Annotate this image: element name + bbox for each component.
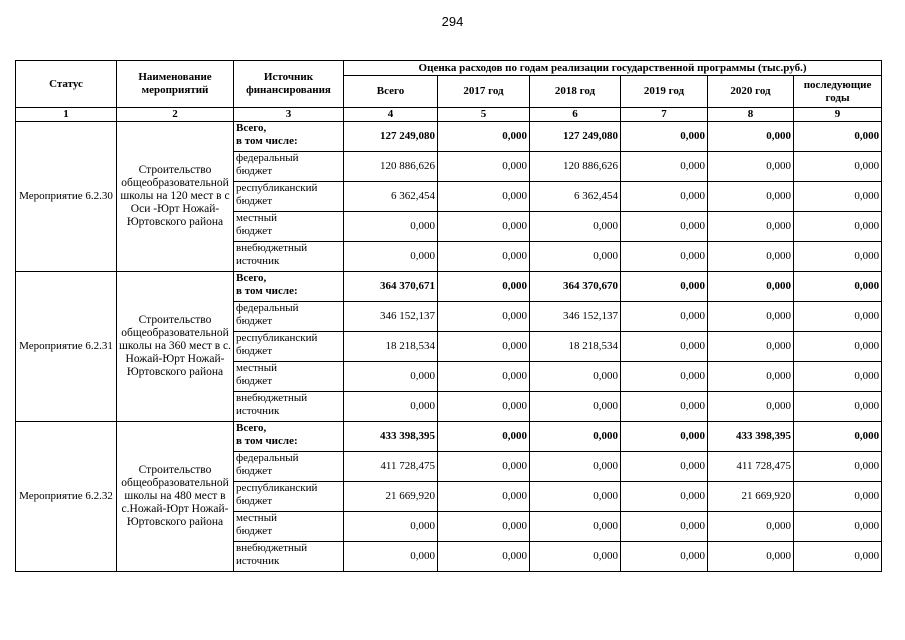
amount-cell: 364 370,670 (530, 272, 621, 302)
column-number: 2 (117, 108, 234, 122)
amount-cell: 0,000 (344, 242, 438, 272)
amount-cell: 0,000 (344, 362, 438, 392)
funding-source-cell: федеральный бюджет (234, 152, 344, 182)
column-number: 7 (621, 108, 708, 122)
column-number: 6 (530, 108, 621, 122)
amount-cell: 6 362,454 (344, 182, 438, 212)
amount-cell: 0,000 (708, 542, 794, 572)
amount-cell: 0,000 (708, 122, 794, 152)
amount-cell: 0,000 (438, 272, 530, 302)
amount-cell: 18 218,534 (344, 332, 438, 362)
funding-source-cell: федеральный бюджет (234, 302, 344, 332)
amount-cell: 0,000 (621, 452, 708, 482)
event-status-cell: Мероприятие 6.2.30 (16, 122, 117, 272)
amount-cell: 0,000 (438, 182, 530, 212)
amount-cell: 0,000 (530, 242, 621, 272)
funding-source-cell: местный бюджет (234, 212, 344, 242)
amount-cell: 0,000 (621, 512, 708, 542)
amount-cell: 0,000 (621, 272, 708, 302)
amount-cell: 0,000 (530, 542, 621, 572)
event-status-cell: Мероприятие 6.2.32 (16, 422, 117, 572)
amount-cell: 0,000 (708, 212, 794, 242)
column-number: 5 (438, 108, 530, 122)
funding-source-cell: Всего, в том числе: (234, 422, 344, 452)
amount-cell: 0,000 (794, 512, 882, 542)
amount-cell: 0,000 (794, 242, 882, 272)
header-year-total: Всего (344, 76, 438, 108)
amount-cell: 0,000 (621, 422, 708, 452)
amount-cell: 0,000 (794, 452, 882, 482)
amount-cell: 0,000 (530, 212, 621, 242)
amount-cell: 0,000 (438, 482, 530, 512)
funding-source-cell: Всего, в том числе: (234, 122, 344, 152)
amount-cell: 433 398,395 (344, 422, 438, 452)
amount-cell: 0,000 (621, 302, 708, 332)
event-status-cell: Мероприятие 6.2.31 (16, 272, 117, 422)
amount-cell: 0,000 (621, 362, 708, 392)
funding-source-cell: республиканский бюджет (234, 332, 344, 362)
column-numbers-row (16, 108, 882, 122)
amount-cell: 0,000 (794, 482, 882, 512)
amount-cell: 0,000 (530, 422, 621, 452)
column-number: 1 (16, 108, 117, 122)
amount-cell: 0,000 (708, 242, 794, 272)
amount-cell: 0,000 (708, 392, 794, 422)
amount-cell: 0,000 (438, 392, 530, 422)
header-estimate: Оценка расходов по годам реализации государственной программы (тыс.руб.) (344, 61, 882, 76)
event-name-cell: Строительство общеобразовательной школы на 120 мест в с Оси -Юрт Ножай-Юртовского района (117, 122, 234, 272)
amount-cell: 411 728,475 (708, 452, 794, 482)
amount-cell: 0,000 (530, 512, 621, 542)
header-year-2018: 2018 год (530, 76, 621, 108)
amount-cell: 0,000 (708, 152, 794, 182)
amount-cell: 6 362,454 (530, 182, 621, 212)
header-year-2017: 2017 год (438, 76, 530, 108)
amount-cell: 346 152,137 (530, 302, 621, 332)
amount-cell: 0,000 (530, 482, 621, 512)
amount-cell: 0,000 (530, 392, 621, 422)
amount-cell: 0,000 (621, 122, 708, 152)
amount-cell: 0,000 (708, 362, 794, 392)
amount-cell: 0,000 (621, 242, 708, 272)
amount-cell: 0,000 (621, 542, 708, 572)
amount-cell: 0,000 (794, 182, 882, 212)
amount-cell: 127 249,080 (530, 122, 621, 152)
amount-cell: 0,000 (621, 182, 708, 212)
amount-cell: 0,000 (708, 182, 794, 212)
column-number: 9 (794, 108, 882, 122)
table-row (16, 422, 882, 452)
amount-cell: 364 370,671 (344, 272, 438, 302)
amount-cell: 0,000 (708, 512, 794, 542)
amount-cell: 0,000 (794, 392, 882, 422)
event-name-cell: Строительство общеобразовательной школы на 480 мест в с.Ножай-Юрт Ножай-Юртовского района (117, 422, 234, 572)
amount-cell: 0,000 (438, 332, 530, 362)
funding-source-cell: местный бюджет (234, 362, 344, 392)
amount-cell: 127 249,080 (344, 122, 438, 152)
event-name-cell: Строительство общеобразовательной школы на 360 мест в с. Ножай-Юрт Ножай-Юртовского района (117, 272, 234, 422)
budget-table (15, 60, 882, 572)
column-number: 3 (234, 108, 344, 122)
amount-cell: 0,000 (344, 392, 438, 422)
header-name: Наименование мероприятий (117, 61, 234, 108)
amount-cell: 0,000 (438, 362, 530, 392)
amount-cell: 0,000 (438, 122, 530, 152)
amount-cell: 0,000 (621, 392, 708, 422)
amount-cell: 0,000 (438, 152, 530, 182)
column-number: 8 (708, 108, 794, 122)
amount-cell: 0,000 (344, 542, 438, 572)
header-status: Статус (16, 61, 117, 108)
amount-cell: 0,000 (794, 152, 882, 182)
amount-cell: 0,000 (621, 482, 708, 512)
amount-cell: 0,000 (794, 302, 882, 332)
amount-cell: 18 218,534 (530, 332, 621, 362)
funding-source-cell: внебюджетный источник (234, 242, 344, 272)
amount-cell: 0,000 (794, 422, 882, 452)
amount-cell: 0,000 (438, 422, 530, 452)
funding-source-cell: внебюджетный источник (234, 542, 344, 572)
amount-cell: 0,000 (530, 452, 621, 482)
column-number: 4 (344, 108, 438, 122)
page-number: 294 (441, 14, 464, 29)
amount-cell: 120 886,626 (344, 152, 438, 182)
header-year-2019: 2019 год (621, 76, 708, 108)
amount-cell: 0,000 (794, 212, 882, 242)
funding-source-cell: местный бюджет (234, 512, 344, 542)
amount-cell: 0,000 (621, 332, 708, 362)
amount-cell: 0,000 (438, 302, 530, 332)
amount-cell: 0,000 (438, 212, 530, 242)
amount-cell: 0,000 (794, 122, 882, 152)
amount-cell: 0,000 (708, 302, 794, 332)
amount-cell: 21 669,920 (708, 482, 794, 512)
amount-cell: 120 886,626 (530, 152, 621, 182)
amount-cell: 0,000 (621, 212, 708, 242)
amount-cell: 0,000 (794, 362, 882, 392)
amount-cell: 0,000 (438, 512, 530, 542)
header-source: Источник финансирования (234, 61, 344, 108)
amount-cell: 0,000 (438, 542, 530, 572)
amount-cell: 0,000 (438, 452, 530, 482)
header-year-2020: 2020 год (708, 76, 794, 108)
funding-source-cell: федеральный бюджет (234, 452, 344, 482)
header-year-later: последующие годы (794, 76, 882, 108)
funding-source-cell: республиканский бюджет (234, 182, 344, 212)
amount-cell: 0,000 (708, 332, 794, 362)
amount-cell: 411 728,475 (344, 452, 438, 482)
amount-cell: 0,000 (794, 542, 882, 572)
amount-cell: 433 398,395 (708, 422, 794, 452)
table-row (16, 122, 882, 152)
amount-cell: 0,000 (344, 512, 438, 542)
funding-source-cell: внебюджетный источник (234, 392, 344, 422)
amount-cell: 0,000 (621, 152, 708, 182)
amount-cell: 21 669,920 (344, 482, 438, 512)
funding-source-cell: республиканский бюджет (234, 482, 344, 512)
amount-cell: 0,000 (708, 272, 794, 302)
funding-source-cell: Всего, в том числе: (234, 272, 344, 302)
amount-cell: 0,000 (794, 272, 882, 302)
amount-cell: 346 152,137 (344, 302, 438, 332)
amount-cell: 0,000 (438, 242, 530, 272)
amount-cell: 0,000 (344, 212, 438, 242)
amount-cell: 0,000 (530, 362, 621, 392)
amount-cell: 0,000 (794, 332, 882, 362)
table-row (16, 272, 882, 302)
